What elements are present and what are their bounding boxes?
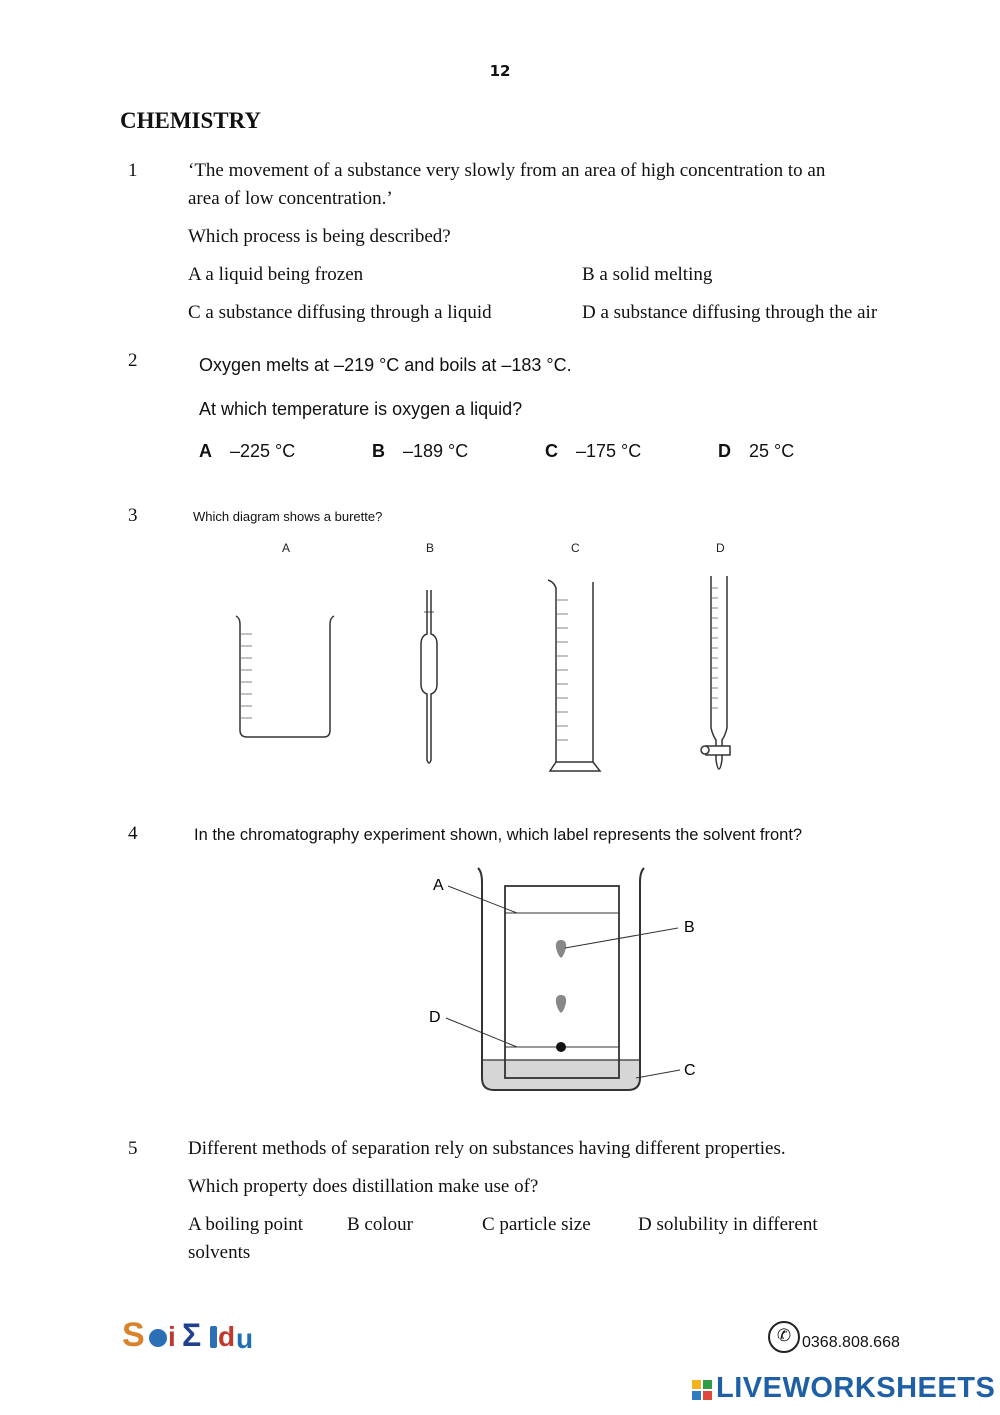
question-5-statement: Different methods of separation rely on substances having different properties.	[188, 1138, 786, 1159]
question-3-number: 3	[128, 505, 138, 526]
question-5-prompt: Which property does distillation make use of?	[188, 1176, 539, 1197]
svg-text:d: d	[218, 1321, 236, 1352]
label-d[interactable]: D	[429, 1009, 441, 1026]
question-2-option-a[interactable]	[199, 441, 295, 462]
question-1-option-b[interactable]: B a solid melting	[582, 264, 713, 285]
measuring-cylinder-drawing	[548, 580, 600, 771]
svg-text:u: u	[236, 1323, 254, 1354]
apparatus-label-b[interactable]: B	[426, 541, 435, 555]
origin-spot	[556, 1042, 566, 1052]
question-5-option-a[interactable]: A boiling point	[188, 1214, 304, 1235]
question-4-number: 4	[128, 823, 138, 844]
burette-drawing	[701, 576, 730, 769]
question-3-prompt: Which diagram shows a burette?	[193, 509, 383, 524]
apparatus-label-d[interactable]: D	[716, 541, 725, 555]
question-2-option-c[interactable]	[545, 441, 641, 462]
option-letter: D	[718, 441, 731, 461]
question-2-statement: Oxygen melts at –219 °C and boils at –183 °C.	[199, 355, 572, 375]
apparatus-label-a[interactable]: A	[282, 541, 291, 555]
chromatography-diagram	[420, 860, 710, 1100]
option-value: –175 °C	[576, 441, 642, 461]
question-2-option-b[interactable]	[372, 441, 468, 462]
question-2-number: 2	[128, 350, 138, 371]
question-2-option-d[interactable]	[718, 441, 794, 462]
svg-text:i: i	[168, 1321, 176, 1352]
question-5-option-b[interactable]: B colour	[347, 1214, 413, 1235]
question-1-option-d[interactable]: D a substance diffusing through the air	[582, 302, 878, 323]
liveworksheets-icon	[692, 1380, 712, 1400]
sciedu-logo	[122, 1310, 258, 1354]
question-5-option-c[interactable]: C particle size	[482, 1214, 591, 1235]
liveworksheets-brand[interactable]: LIVEWORKSHEETS	[716, 1372, 996, 1404]
question-1-quote-line2: area of low concentration.’	[188, 188, 393, 209]
question-1-quote-line1: ‘The movement of a substance very slowly from an area of high concentration to an	[188, 160, 826, 181]
svg-text:S: S	[122, 1316, 145, 1354]
question-2-prompt: At which temperature is oxygen a liquid?	[199, 399, 523, 419]
label-b[interactable]: B	[684, 919, 695, 936]
question-5-option-d-continued: solvents	[188, 1242, 251, 1263]
pipette-drawing	[421, 590, 437, 763]
question-1-number: 1	[128, 160, 138, 181]
question-4-prompt: In the chromatography experiment shown, which label represents the solvent front?	[194, 826, 803, 844]
page-number: 12	[489, 62, 511, 80]
label-c[interactable]: C	[684, 1062, 696, 1079]
svg-text:Σ: Σ	[182, 1317, 202, 1353]
question-5-number: 5	[128, 1138, 138, 1159]
label-c-leader	[636, 1070, 680, 1078]
option-value: 25 °C	[749, 441, 795, 461]
logo-text: SciEdu	[122, 1310, 126, 1311]
phone-number[interactable]: 0368.808.668	[802, 1334, 900, 1351]
label-a[interactable]: A	[433, 877, 444, 894]
question-1-option-a[interactable]: A a liquid being frozen	[188, 264, 364, 285]
apparatus-diagram	[200, 560, 760, 790]
beaker-drawing	[236, 616, 334, 737]
spot-lower	[556, 995, 566, 1013]
option-letter: B	[372, 441, 385, 461]
option-letter: A	[199, 441, 212, 461]
option-value: –189 °C	[403, 441, 469, 461]
spot-upper	[556, 940, 566, 958]
label-b-leader	[565, 928, 678, 948]
question-5-option-d[interactable]: D solubility in different	[638, 1214, 818, 1235]
option-value: –225 °C	[230, 441, 296, 461]
question-1-prompt: Which process is being described?	[188, 226, 451, 247]
apparatus-label-c[interactable]: C	[571, 541, 580, 555]
question-1-option-c[interactable]: C a substance diffusing through a liquid	[188, 302, 492, 323]
option-letter: C	[545, 441, 558, 461]
phone-icon: ✆	[768, 1321, 800, 1353]
section-title: CHEMISTRY	[120, 108, 262, 133]
